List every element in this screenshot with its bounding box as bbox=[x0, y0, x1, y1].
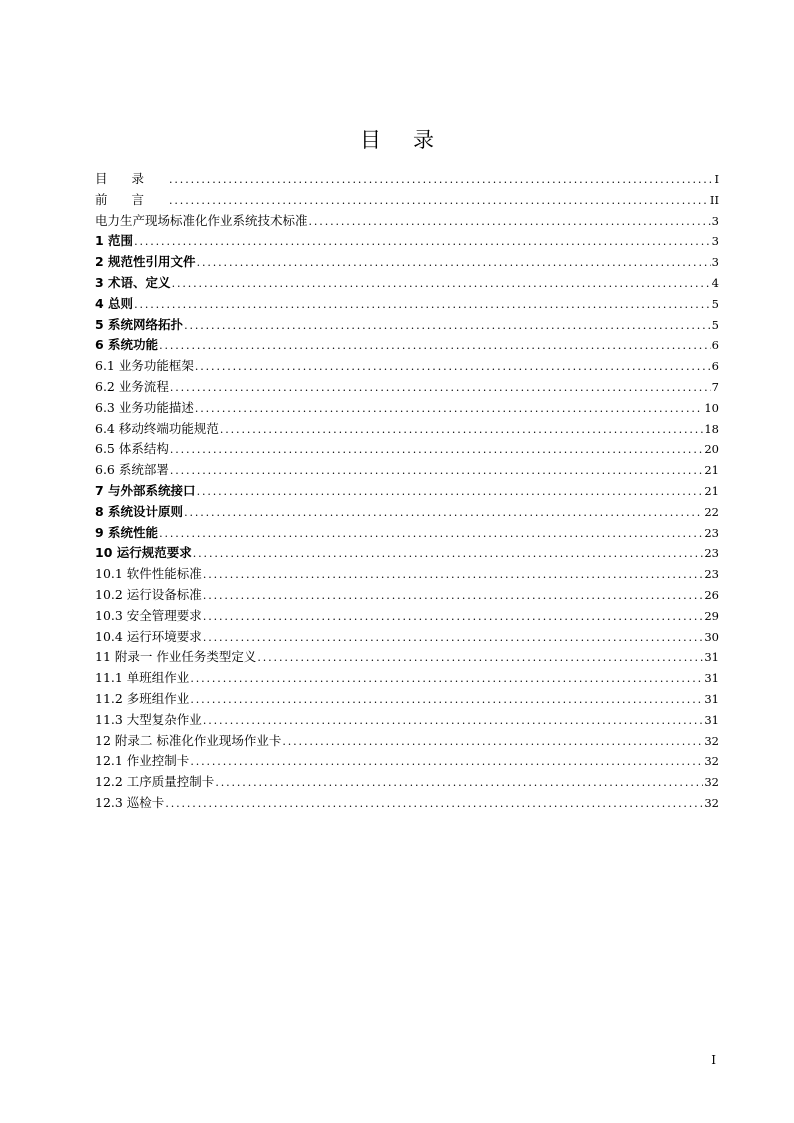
toc-entry-page: 3 bbox=[711, 234, 719, 249]
toc-entry[interactable] bbox=[95, 377, 719, 398]
toc-entry-label: 8 系统设计原则 bbox=[95, 503, 184, 519]
toc-entry-page: 32 bbox=[704, 733, 719, 748]
toc-entry[interactable] bbox=[95, 356, 719, 377]
toc-entry[interactable] bbox=[95, 564, 719, 585]
toc-entry-label: 12.2 工序质量控制卡 bbox=[95, 774, 215, 790]
toc-entry[interactable] bbox=[95, 647, 719, 668]
toc-entry-label: 11.2 多班组作业 bbox=[95, 690, 190, 706]
toc-entry-label: 6 系统功能 bbox=[95, 337, 159, 353]
toc-entry-label: 11 附录一 作业任务类型定义 bbox=[95, 649, 257, 665]
toc-entry-page: 32 bbox=[704, 775, 719, 790]
toc-entry[interactable] bbox=[95, 169, 719, 190]
toc-entry[interactable] bbox=[95, 273, 719, 294]
toc-dot-leader bbox=[134, 232, 711, 252]
toc-dot-leader bbox=[195, 357, 711, 377]
toc-entry-page: 5 bbox=[711, 296, 719, 311]
toc-dot-leader bbox=[190, 669, 703, 689]
toc-dot-leader bbox=[203, 711, 704, 731]
toc-dot-leader bbox=[169, 191, 709, 211]
toc-entry-page: 22 bbox=[704, 504, 719, 519]
toc-dot-leader bbox=[195, 399, 704, 419]
toc-dot-leader bbox=[184, 503, 703, 523]
toc-dot-leader bbox=[203, 628, 704, 648]
page-title: 目录 bbox=[360, 128, 466, 152]
toc-entry-page: 4 bbox=[711, 275, 719, 290]
toc-entry-label: 6.2 业务流程 bbox=[95, 378, 169, 394]
toc-entry[interactable] bbox=[95, 627, 719, 648]
toc-entry[interactable] bbox=[95, 793, 719, 814]
toc-dot-leader bbox=[134, 295, 711, 315]
toc-entry-page: 23 bbox=[704, 567, 719, 582]
toc-entry[interactable] bbox=[95, 585, 719, 606]
toc-entry[interactable] bbox=[95, 211, 719, 232]
toc-entry-page: 23 bbox=[704, 546, 719, 561]
toc-entry-page: 3 bbox=[711, 255, 719, 270]
toc-dot-leader bbox=[190, 752, 703, 772]
toc-entry-page: 18 bbox=[704, 421, 719, 436]
toc-entry[interactable] bbox=[95, 606, 719, 627]
page-number: I bbox=[711, 1053, 716, 1067]
toc-entry-label: 10.2 运行设备标准 bbox=[95, 586, 202, 602]
toc-entry-page: 30 bbox=[704, 629, 719, 644]
toc-entry-page: 32 bbox=[704, 754, 719, 769]
toc-entry-page: 23 bbox=[704, 525, 719, 540]
toc-entry[interactable] bbox=[95, 481, 719, 502]
toc-dot-leader bbox=[309, 212, 711, 232]
toc-entry-label: 电力生产现场标准化作业系统技术标准 bbox=[95, 212, 308, 228]
toc-entry-page: II bbox=[709, 192, 719, 207]
table-of-contents bbox=[95, 169, 719, 814]
toc-entry-label: 前言 bbox=[95, 191, 169, 207]
toc-entry-page: 7 bbox=[711, 379, 719, 394]
toc-entry-label: 6.1 业务功能框架 bbox=[95, 358, 194, 374]
toc-entry[interactable] bbox=[95, 335, 719, 356]
toc-entry-label: 4 总则 bbox=[95, 295, 134, 311]
toc-entry-label: 10.4 运行环境要求 bbox=[95, 628, 202, 644]
toc-entry[interactable] bbox=[95, 439, 719, 460]
toc-entry-page: 32 bbox=[704, 795, 719, 810]
toc-dot-leader bbox=[159, 336, 711, 356]
toc-entry-page: 21 bbox=[704, 463, 719, 478]
toc-dot-leader bbox=[197, 253, 711, 273]
toc-dot-leader bbox=[165, 794, 703, 814]
toc-entry-label: 7 与外部系统接口 bbox=[95, 482, 196, 498]
toc-entry-label: 10 运行规范要求 bbox=[95, 545, 192, 561]
toc-entry[interactable] bbox=[95, 502, 719, 523]
toc-entry[interactable] bbox=[95, 252, 719, 273]
toc-entry-page: 3 bbox=[711, 213, 719, 228]
toc-entry-page: 6 bbox=[711, 338, 719, 353]
toc-entry-label: 11.3 大型复杂作业 bbox=[95, 711, 202, 727]
toc-entry-page: 31 bbox=[704, 712, 719, 727]
toc-dot-leader bbox=[172, 274, 711, 294]
toc-dot-leader bbox=[193, 544, 704, 564]
toc-entry-label: 3 术语、定义 bbox=[95, 274, 171, 290]
toc-entry[interactable] bbox=[95, 315, 719, 336]
toc-entry-label: 12.3 巡检卡 bbox=[95, 794, 165, 810]
toc-entry[interactable] bbox=[95, 772, 719, 793]
toc-dot-leader bbox=[215, 773, 703, 793]
toc-entry-page: 29 bbox=[704, 608, 719, 623]
toc-entry[interactable] bbox=[95, 710, 719, 731]
toc-entry-label: 6.6 系统部署 bbox=[95, 462, 169, 478]
toc-entry[interactable] bbox=[95, 398, 719, 419]
toc-entry[interactable] bbox=[95, 294, 719, 315]
toc-dot-leader bbox=[159, 524, 703, 544]
toc-entry-page: 31 bbox=[704, 691, 719, 706]
toc-entry[interactable] bbox=[95, 751, 719, 772]
toc-entry-page: 10 bbox=[704, 400, 719, 415]
toc-dot-leader bbox=[257, 648, 703, 668]
toc-entry[interactable] bbox=[95, 731, 719, 752]
toc-entry[interactable] bbox=[95, 231, 719, 252]
toc-entry-label: 11.1 单班组作业 bbox=[95, 670, 190, 686]
toc-entry-page: 6 bbox=[711, 359, 719, 374]
toc-entry-page: 21 bbox=[704, 483, 719, 498]
toc-dot-leader bbox=[184, 316, 711, 336]
toc-entry-label: 1 范围 bbox=[95, 233, 134, 249]
toc-entry-page: 5 bbox=[711, 317, 719, 332]
toc-entry-label: 6.4 移动终端功能规范 bbox=[95, 420, 219, 436]
toc-entry-page: I bbox=[714, 172, 719, 186]
toc-dot-leader bbox=[170, 440, 704, 460]
toc-dot-leader bbox=[203, 565, 704, 585]
toc-entry[interactable] bbox=[95, 190, 719, 211]
toc-entry[interactable] bbox=[95, 543, 719, 564]
toc-entry[interactable] bbox=[95, 523, 719, 544]
toc-entry-label: 12 附录二 标准化作业现场作业卡 bbox=[95, 732, 282, 748]
toc-entry-label: 5 系统网络拓扑 bbox=[95, 316, 184, 332]
toc-entry[interactable] bbox=[95, 668, 719, 689]
toc-entry-page: 20 bbox=[704, 442, 719, 457]
toc-entry-label: 2 规范性引用文件 bbox=[95, 254, 196, 270]
toc-dot-leader bbox=[197, 482, 704, 502]
toc-entry-label: 目录 bbox=[95, 171, 169, 186]
toc-entry-label: 6.3 业务功能描述 bbox=[95, 399, 194, 415]
toc-entry[interactable] bbox=[95, 460, 719, 481]
toc-entry-label: 10.1 软件性能标准 bbox=[95, 566, 202, 582]
toc-dot-leader bbox=[203, 607, 704, 627]
toc-dot-leader bbox=[220, 420, 704, 440]
toc-entry-page: 31 bbox=[704, 650, 719, 665]
toc-entry-page: 31 bbox=[704, 671, 719, 686]
toc-dot-leader bbox=[203, 586, 704, 606]
toc-entry-label: 10.3 安全管理要求 bbox=[95, 607, 202, 623]
toc-dot-leader bbox=[282, 732, 703, 752]
toc-entry-label: 6.5 体系结构 bbox=[95, 441, 169, 457]
toc-entry-label: 12.1 作业控制卡 bbox=[95, 753, 190, 769]
toc-entry[interactable] bbox=[95, 689, 719, 710]
toc-entry-label: 9 系统性能 bbox=[95, 524, 159, 540]
toc-entry-page: 26 bbox=[704, 587, 719, 602]
toc-entry[interactable] bbox=[95, 419, 719, 440]
toc-dot-leader bbox=[170, 461, 704, 481]
toc-dot-leader bbox=[169, 170, 713, 190]
toc-dot-leader bbox=[190, 690, 703, 710]
toc-dot-leader bbox=[170, 378, 711, 398]
